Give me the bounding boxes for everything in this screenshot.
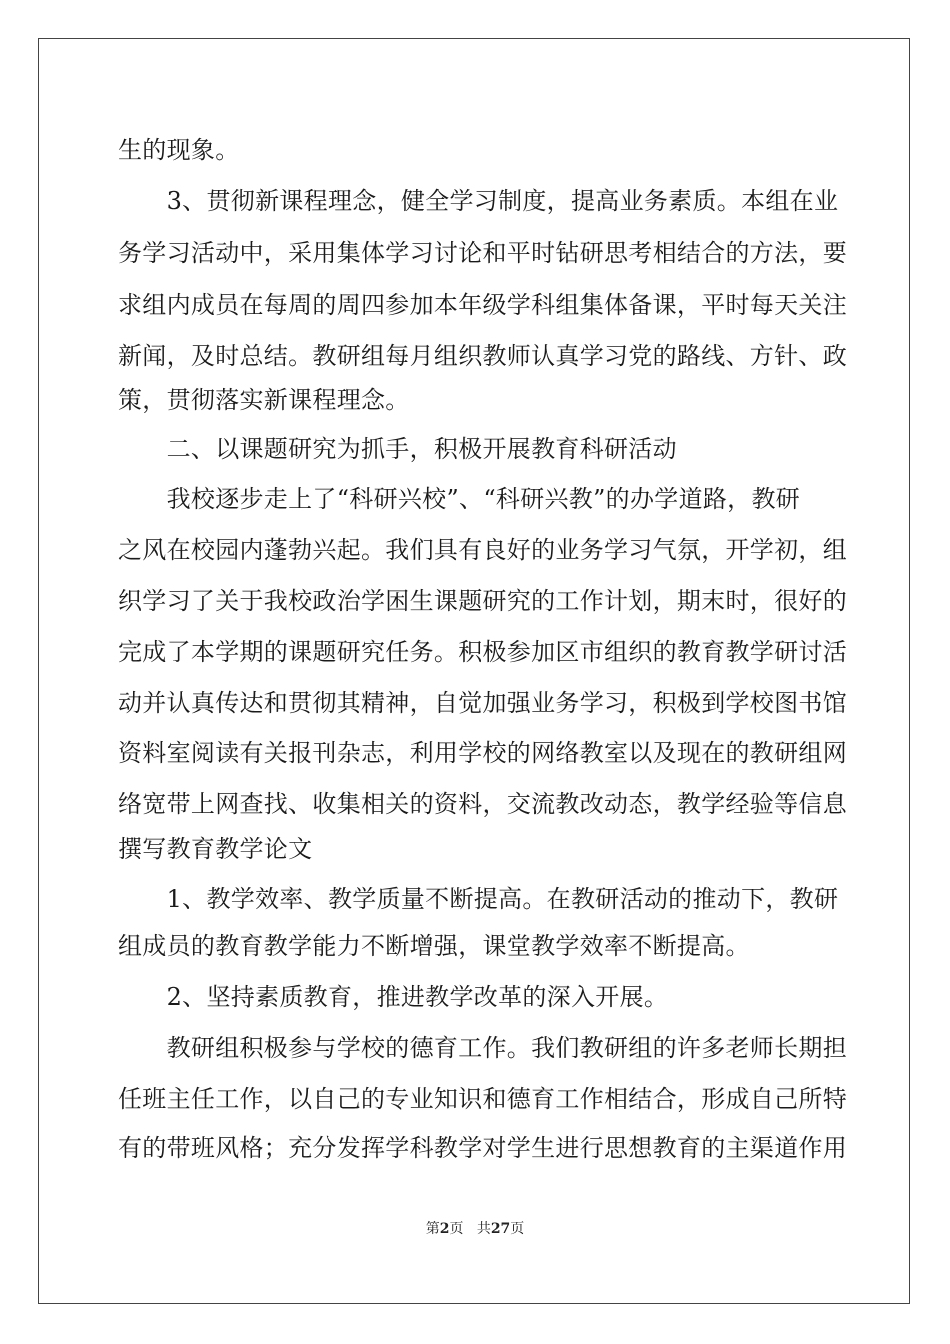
text-line: 生的现象。: [118, 136, 240, 164]
text-line: 任班主任工作，以自己的专业知识和德育工作相结合，形成自己所特: [118, 1085, 847, 1113]
total-label-prefix: 共: [476, 1221, 491, 1237]
text-line: 织学习了关于我校政治学困生课题研究的工作计划，期末时，很好的: [118, 587, 847, 615]
text-line: 务学习活动中，采用集体学习讨论和平时钻研思考相结合的方法，要: [118, 239, 847, 267]
total-pages: 27: [490, 1221, 511, 1237]
text-line: 求组内成员在每周的周四参加本年级学科组集体备课，平时每天关注: [118, 291, 847, 319]
page-label-suffix: 页: [449, 1221, 464, 1237]
text-line: 络宽带上网查找、收集相关的资料，交流教改动态，教学经验等信息: [118, 790, 847, 818]
total-label-suffix: 页: [510, 1221, 525, 1237]
page-footer: [0, 1220, 950, 1238]
page-label-prefix: 第: [425, 1221, 440, 1237]
page-border: [38, 38, 910, 1304]
text-line: 我校逐步走上了“科研兴校”、“科研兴教”的办学道路，教研: [118, 485, 801, 513]
text-line: 1、教学效率、教学质量不断提高。在教研活动的推动下，教研: [118, 885, 839, 913]
text-line: 2、坚持素质教育，推进教学改革的深入开展。: [118, 983, 669, 1011]
text-line: 撰写教育教学论文: [118, 835, 313, 863]
text-line: 策，贯彻落实新课程理念。: [118, 386, 410, 414]
text-line: 组成员的教育教学能力不断增强，课堂教学效率不断提高。: [118, 932, 750, 960]
text-line: 教研组积极参与学校的德育工作。我们教研组的许多老师长期担: [118, 1034, 847, 1062]
text-line: 完成了本学期的课题研究任务。积极参加区市组织的教育教学研讨活: [118, 638, 847, 666]
text-line: 有的带班风格；充分发挥学科教学对学生进行思想教育的主渠道作用: [118, 1134, 847, 1162]
section-heading: 二、以课题研究为抓手，积极开展教育科研活动: [118, 435, 677, 463]
text-line: 新闻，及时总结。教研组每月组织教师认真学习党的路线、方针、政: [118, 342, 847, 370]
text-line: 之风在校园内蓬勃兴起。我们具有良好的业务学习气氛，开学初，组: [118, 536, 847, 564]
text-line: 动并认真传达和贯彻其精神，自觉加强业务学习，积极到学校图书馆: [118, 689, 847, 717]
page-number: 2: [439, 1221, 450, 1237]
text-line: 资料室阅读有关报刊杂志，利用学校的网络教室以及现在的教研组网: [118, 739, 847, 767]
text-line: 3、贯彻新课程理念，健全学习制度，提高业务素质。本组在业: [118, 187, 839, 215]
